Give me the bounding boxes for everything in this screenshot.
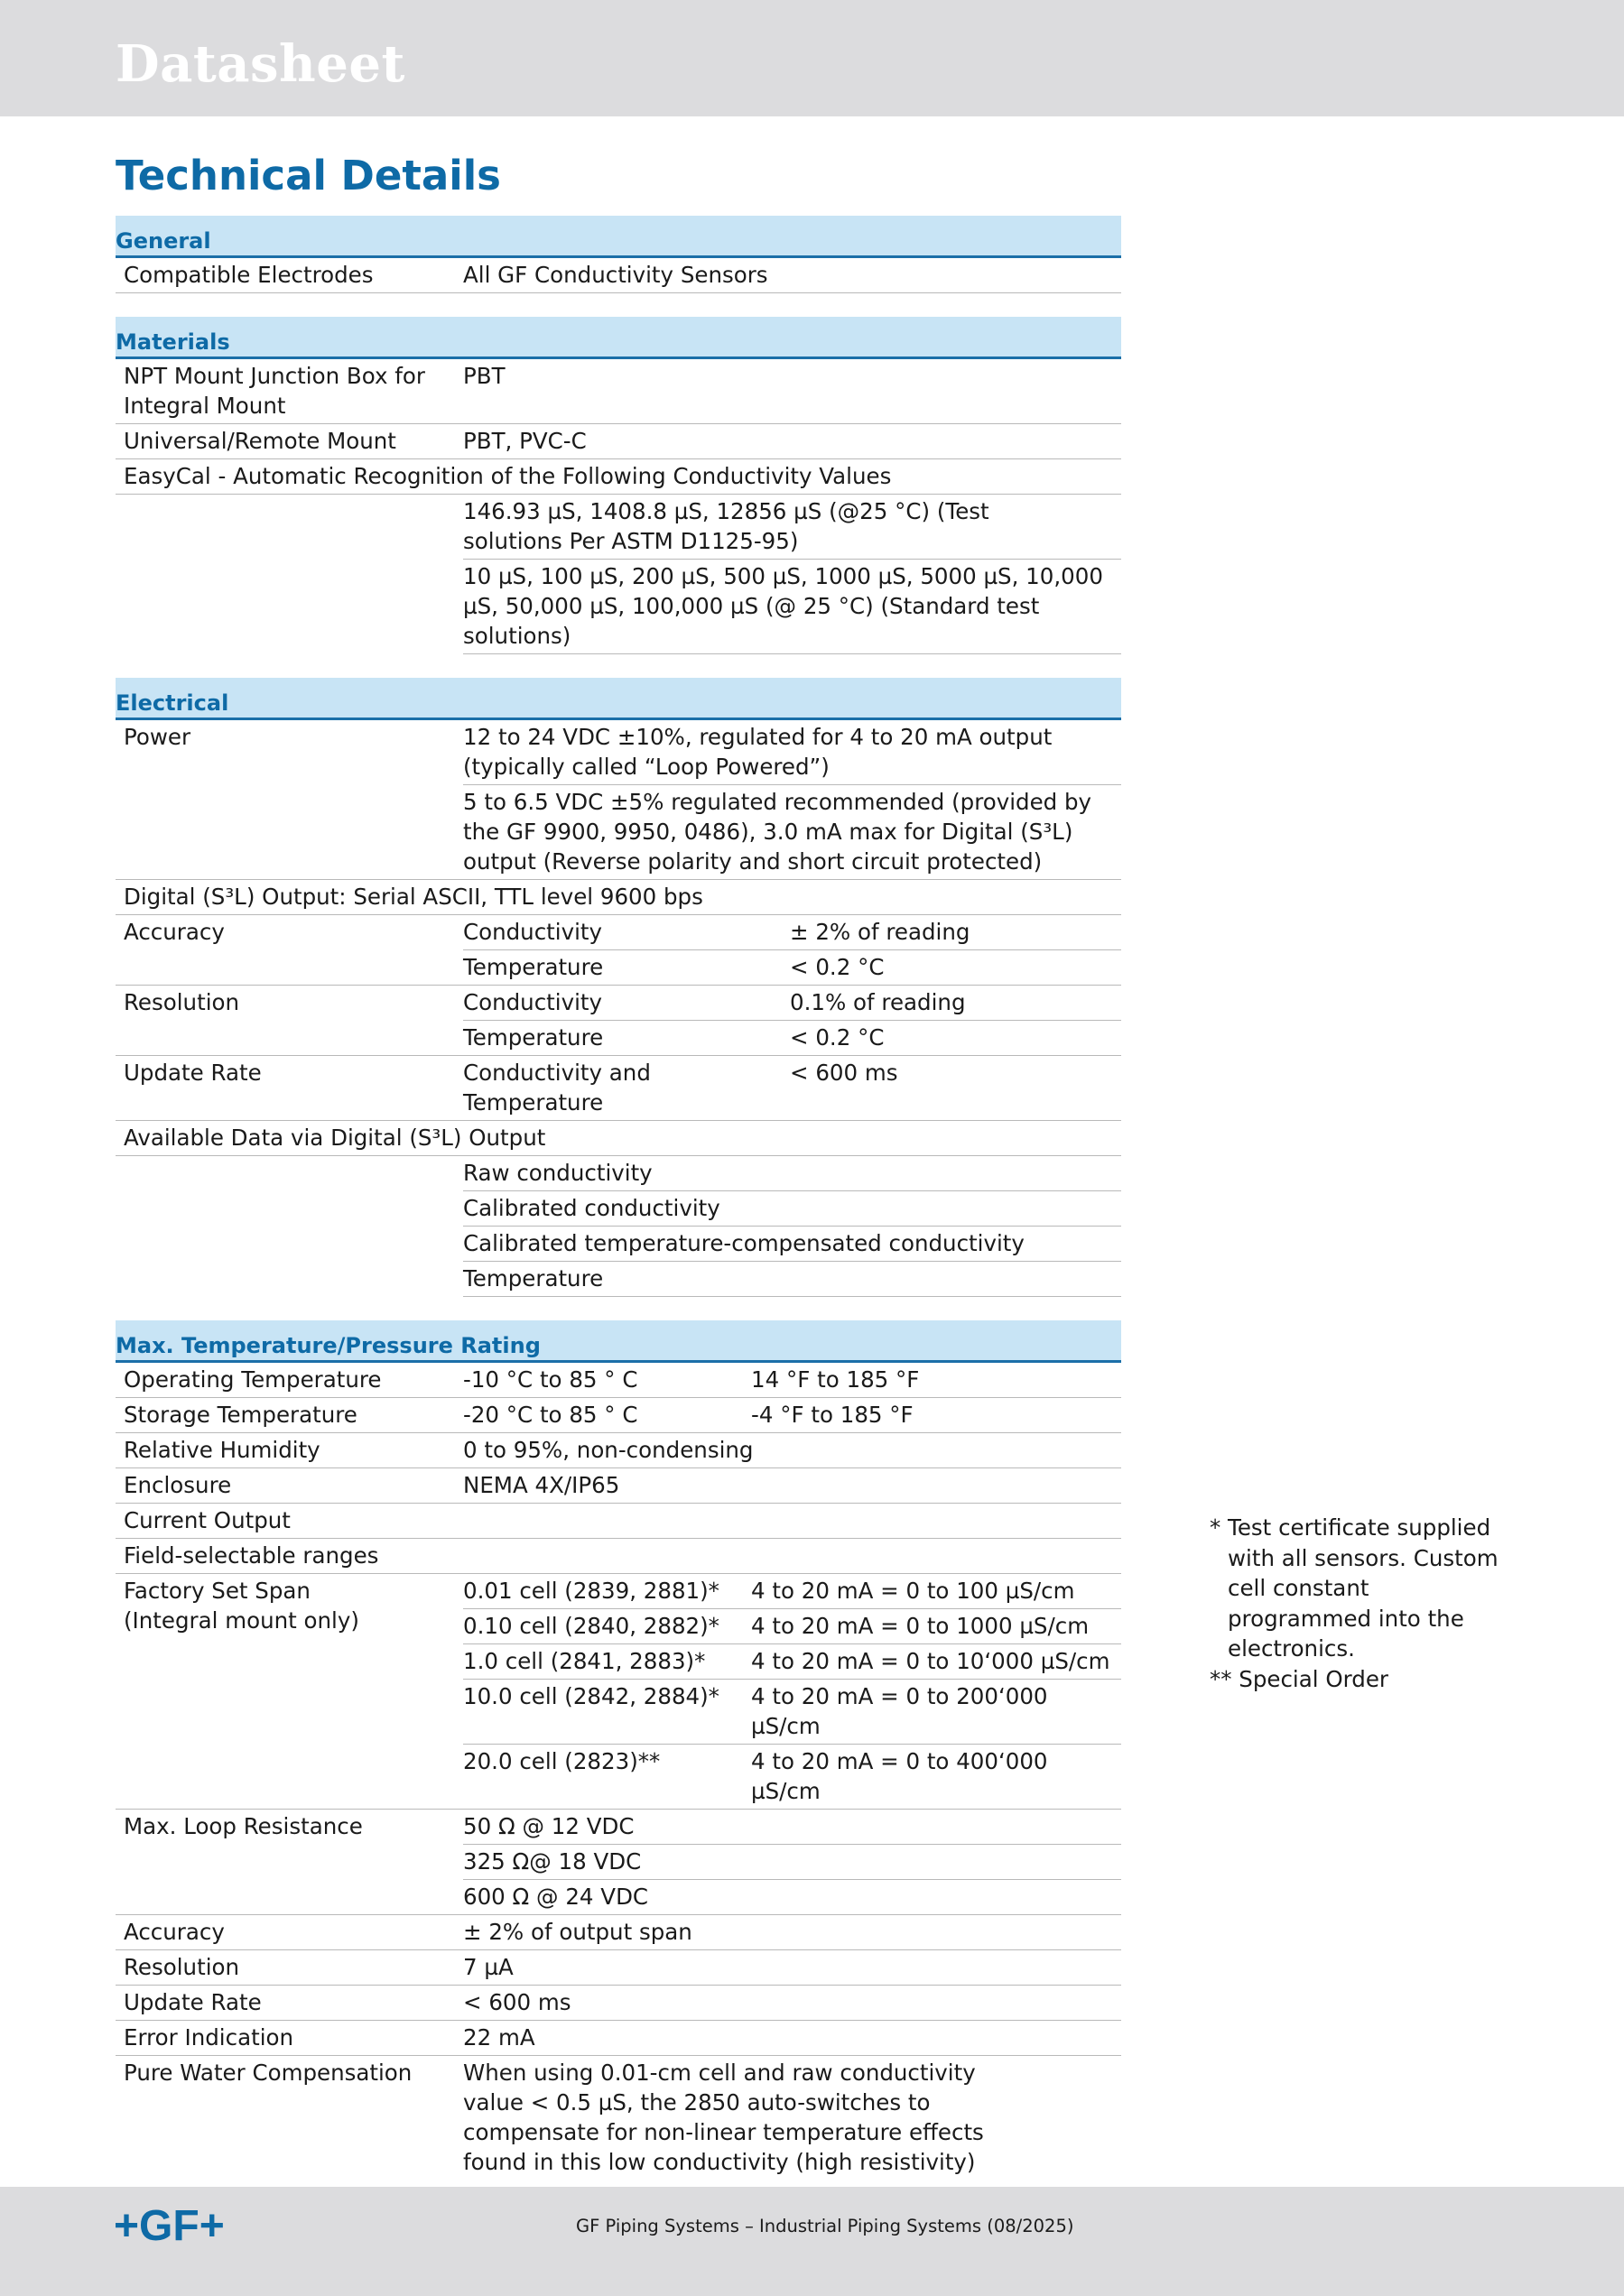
row-value: 7 µA bbox=[463, 1954, 514, 1980]
row-label: Operating Temperature bbox=[124, 1366, 382, 1393]
table-row bbox=[463, 986, 1121, 1021]
row-value: 12 to 24 VDC ±10%, regulated for 4 to 20 mA output (typically called “Loop Powered”) bbox=[463, 724, 1053, 780]
power-group bbox=[116, 720, 1121, 880]
table-row bbox=[463, 1609, 1121, 1644]
row-range: 4 to 20 mA = 0 to 10‘000 µS/cm bbox=[751, 1648, 1110, 1674]
row-param: Conductivity bbox=[463, 989, 602, 1015]
row-label: Resolution bbox=[124, 1954, 240, 1980]
table-row bbox=[463, 720, 1121, 785]
row-value: All GF Conductivity Sensors bbox=[463, 262, 768, 288]
table-row bbox=[463, 495, 1121, 560]
row-label: EasyCal - Automatic Recognition of the Following Conductivity Values bbox=[124, 463, 892, 489]
row-label: Current Output bbox=[124, 1507, 291, 1533]
row-label: Digital (S³L) Output: Serial ASCII, TTL level 9600 bps bbox=[124, 884, 703, 910]
row-label: NPT Mount Junction Box for Integral Mount bbox=[124, 363, 425, 419]
row-label: Compatible Electrodes bbox=[124, 262, 374, 288]
row-value: When using 0.01-cm cell and raw conductivity value < 0.5 µS, the 2850 auto-switches to compensate for non-linear temperature effects found in this low conductivity (high resistivity) bbox=[463, 2060, 984, 2175]
gf-logo bbox=[114, 2200, 237, 2253]
table-row bbox=[463, 1644, 1121, 1680]
row-value-f: 14 °F to 185 °F bbox=[751, 1366, 920, 1393]
row-param: Temperature bbox=[463, 1024, 604, 1051]
header-band bbox=[0, 0, 1624, 116]
table-row bbox=[116, 459, 1121, 495]
page-title: Technical Details bbox=[116, 152, 501, 199]
table-row bbox=[116, 2021, 1121, 2056]
footer-text: GF Piping Systems – Industrial Piping Systems (08/2025) bbox=[576, 2216, 1074, 2236]
row-label: Accuracy bbox=[116, 915, 463, 986]
section-max-rating-header bbox=[116, 1320, 1121, 1363]
row-value: ± 2% of reading bbox=[790, 919, 970, 945]
table-row bbox=[116, 880, 1121, 915]
section-general-header bbox=[116, 216, 1121, 258]
table-row bbox=[116, 424, 1121, 459]
row-param: Temperature bbox=[463, 954, 604, 980]
row-cell: 0.01 cell (2839, 2881)* bbox=[463, 1578, 719, 1604]
row-value: 600 Ω @ 24 VDC bbox=[463, 1884, 649, 1910]
table-row bbox=[463, 1574, 1121, 1609]
table-row bbox=[116, 359, 1121, 424]
row-label: Field-selectable ranges bbox=[124, 1542, 379, 1569]
row-value: 146.93 µS, 1408.8 µS, 12856 µS (@25 °C) (Test solutions Per ASTM D1125-95) bbox=[463, 498, 989, 554]
row-label: Resolution bbox=[116, 986, 463, 1056]
row-value: -20 °C to 85 ° C bbox=[463, 1402, 638, 1428]
row-value: 22 mA bbox=[463, 2024, 535, 2051]
row-value: < 0.2 °C bbox=[790, 954, 885, 980]
table-row bbox=[116, 1363, 1121, 1398]
row-label: Error Indication bbox=[124, 2024, 294, 2051]
row-value: 0.1% of reading bbox=[790, 989, 966, 1015]
table-row bbox=[463, 560, 1121, 654]
list-item bbox=[463, 1191, 1121, 1227]
list-item-text: Temperature bbox=[463, 1265, 604, 1292]
row-value-f: -4 °F to 185 °F bbox=[751, 1402, 914, 1428]
row-label: Power bbox=[116, 720, 463, 880]
accuracy-group bbox=[116, 915, 1121, 986]
table-row bbox=[116, 1433, 1121, 1468]
row-label: Accuracy bbox=[124, 1919, 225, 1945]
row-param: Conductivity and Temperature bbox=[463, 1060, 651, 1116]
list-item bbox=[463, 1156, 1121, 1191]
row-value: PBT bbox=[463, 363, 506, 389]
table-row bbox=[463, 1845, 1121, 1880]
row-value: 10 µS, 100 µS, 200 µS, 500 µS, 1000 µS, 5000 µS, 10,000 µS, 50,000 µS, 100,000 µS (@ 25 °C) (Standard test solutions) bbox=[463, 563, 1103, 649]
gf-logo-icon bbox=[114, 2200, 237, 2249]
table-row bbox=[463, 785, 1121, 880]
table-row bbox=[116, 1468, 1121, 1504]
table-row bbox=[463, 1680, 1121, 1745]
row-value: 50 Ω @ 12 VDC bbox=[463, 1813, 635, 1839]
row-value bbox=[463, 1539, 1121, 1573]
row-value: < 0.2 °C bbox=[790, 1024, 885, 1051]
row-value: ± 2% of output span bbox=[463, 1919, 692, 1945]
row-label: Pure Water Compensation bbox=[124, 2060, 413, 2086]
row-label: Update Rate bbox=[124, 1060, 262, 1086]
footnotes bbox=[1210, 1513, 1508, 1694]
loop-resistance-group bbox=[116, 1810, 1121, 1915]
section-title: Electrical bbox=[116, 690, 229, 716]
row-label: Factory Set Span (Integral mount only) bbox=[116, 1574, 463, 1810]
table-row bbox=[116, 1504, 1121, 1539]
row-cell: 10.0 cell (2842, 2884)* bbox=[463, 1683, 719, 1709]
table-row bbox=[463, 1880, 1121, 1915]
document-title: Datasheet bbox=[116, 34, 405, 94]
list-item-text: Raw conductivity bbox=[463, 1160, 653, 1186]
list-item-text: Calibrated conductivity bbox=[463, 1195, 720, 1221]
row-cell: 0.10 cell (2840, 2882)* bbox=[463, 1613, 719, 1639]
row-param: Conductivity bbox=[463, 919, 602, 945]
table-row bbox=[116, 1539, 1121, 1574]
row-value bbox=[463, 1504, 1121, 1538]
row-label: Update Rate bbox=[124, 1989, 262, 2015]
row-value: < 600 ms bbox=[790, 1060, 898, 1086]
table-row bbox=[463, 1021, 1121, 1056]
footer-band bbox=[0, 2187, 1624, 2296]
row-value: -10 °C to 85 ° C bbox=[463, 1366, 638, 1393]
table-row bbox=[463, 1745, 1121, 1810]
factory-span-group bbox=[116, 1574, 1121, 1810]
table-row bbox=[116, 1950, 1121, 1986]
resolution-group bbox=[116, 986, 1121, 1056]
table-row bbox=[116, 1056, 1121, 1121]
footnote-2: ** Special Order bbox=[1210, 1665, 1388, 1692]
row-cell: 1.0 cell (2841, 2883)* bbox=[463, 1648, 706, 1674]
list-item bbox=[463, 1227, 1121, 1262]
table-row bbox=[116, 1121, 1121, 1156]
row-range: 4 to 20 mA = 0 to 100 µS/cm bbox=[751, 1578, 1075, 1604]
list-item-text: Calibrated temperature-compensated conductivity bbox=[463, 1230, 1025, 1256]
row-label: Enclosure bbox=[124, 1472, 232, 1498]
row-value: 5 to 6.5 VDC ±5% regulated recommended (provided by the GF 9900, 9950, 0486), 3.0 mA max for Digital (S³L) output (Reverse polarity and short circuit protected) bbox=[463, 789, 1092, 875]
row-range: 4 to 20 mA = 0 to 400‘000 µS/cm bbox=[751, 1748, 1048, 1804]
row-label: Universal/Remote Mount bbox=[124, 428, 396, 454]
table-row bbox=[116, 258, 1121, 293]
section-title: Max. Temperature/Pressure Rating bbox=[116, 1333, 541, 1358]
section-title: Materials bbox=[116, 329, 230, 355]
row-cell: 20.0 cell (2823)** bbox=[463, 1748, 661, 1774]
row-value: PBT, PVC-C bbox=[463, 428, 587, 454]
spec-table bbox=[116, 216, 1121, 2210]
table-row bbox=[116, 1398, 1121, 1433]
row-value: 0 to 95%, non-condensing bbox=[463, 1437, 754, 1463]
table-row bbox=[116, 1915, 1121, 1950]
footnote-1: * Test certificate supplied with all sensors. Custom cell constant programmed into the electronics. bbox=[1210, 1514, 1499, 1662]
row-label: Available Data via Digital (S³L) Output bbox=[124, 1125, 546, 1151]
row-label: Storage Temperature bbox=[124, 1402, 357, 1428]
row-value: < 600 ms bbox=[463, 1989, 571, 2015]
row-range: 4 to 20 mA = 0 to 200‘000 µS/cm bbox=[751, 1683, 1048, 1739]
row-value: NEMA 4X/IP65 bbox=[463, 1472, 620, 1498]
table-row bbox=[116, 1986, 1121, 2021]
table-row bbox=[463, 1810, 1121, 1845]
row-label: Max. Loop Resistance bbox=[116, 1810, 463, 1915]
table-row bbox=[463, 915, 1121, 950]
section-title: General bbox=[116, 228, 211, 254]
row-label: Relative Humidity bbox=[124, 1437, 320, 1463]
section-electrical-header bbox=[116, 678, 1121, 720]
table-row bbox=[463, 950, 1121, 986]
svg-text:+GF+: +GF+ bbox=[114, 2202, 225, 2249]
list-item bbox=[463, 1262, 1121, 1297]
row-value: 325 Ω@ 18 VDC bbox=[463, 1848, 642, 1875]
row-range: 4 to 20 mA = 0 to 1000 µS/cm bbox=[751, 1613, 1090, 1639]
section-materials-header bbox=[116, 317, 1121, 359]
